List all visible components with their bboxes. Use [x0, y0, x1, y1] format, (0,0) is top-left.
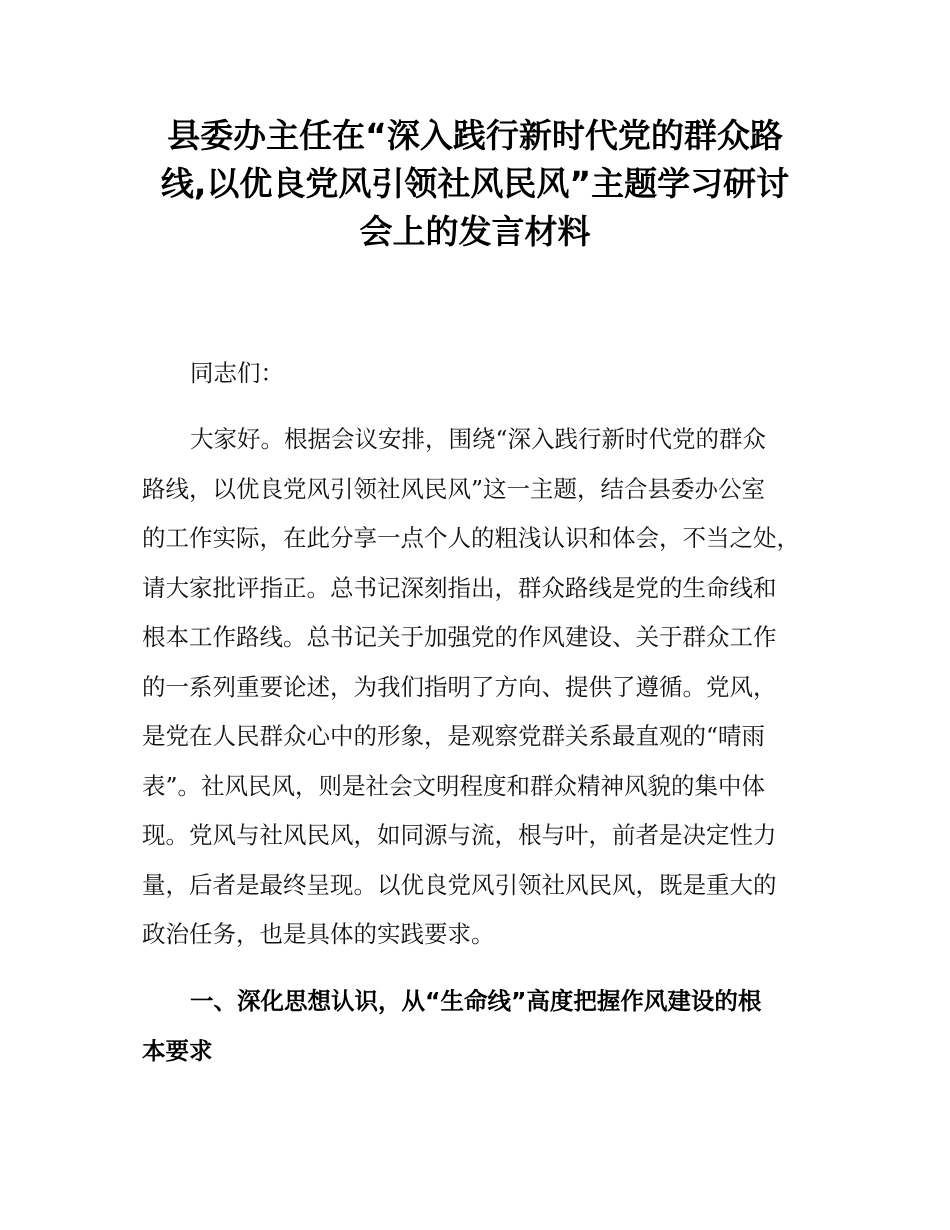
title-line: 会上的发言材料 [359, 212, 591, 251]
paragraph-line: 是党在人民群众心中的形象，是观察党群关系最直观的“晴雨 [142, 722, 766, 750]
section-heading-line: 一、深化思想认识，从“生命线”高度把握作风建设的根 [190, 987, 762, 1015]
document-title [130, 112, 820, 256]
paragraph-line: 根本工作路线。总书记关于加强党的作风建设、关于群众工作 [142, 623, 777, 651]
paragraph-line: 的工作实际，在此分享一点个人的粗浅认识和体会，不当之处， [142, 524, 800, 552]
paragraph-line: 请大家批评指正。总书记深刻指出，群众路线是党的生命线和 [142, 573, 777, 602]
section-heading-line: 本要求 [142, 1037, 213, 1065]
paragraph-line: 路线，以优良党风引领社风民风”这一主题，结合县委办公室 [142, 474, 766, 503]
paragraph-line: 现。党风与社风民风，如同源与流，根与叶，前者是决定性力 [142, 821, 777, 849]
paragraph-line: 大家好。根据会议安排，围绕“深入践行新时代党的群众 [190, 425, 767, 453]
paragraph-line: 政治任务，也是具体的实践要求。 [142, 920, 495, 948]
title-line: 线,以优良党风引领社风民风”主题学习研讨 [160, 164, 790, 203]
salutation: 同志们： [190, 359, 284, 387]
paragraph-line: 的一系列重要论述，为我们指明了方向、提供了遵循。党风， [142, 672, 777, 701]
title-line: 县委办主任在“深入践行新时代党的群众路 [167, 116, 783, 155]
opening-paragraph [142, 420, 822, 965]
paragraph-line: 表”。社风民风，则是社会文明程度和群众精神风貌的集中体 [142, 771, 766, 800]
section-heading [142, 980, 822, 1080]
paragraph-line: 量，后者是最终呈现。以优良党风引领社风民风，既是重大的 [142, 870, 777, 899]
